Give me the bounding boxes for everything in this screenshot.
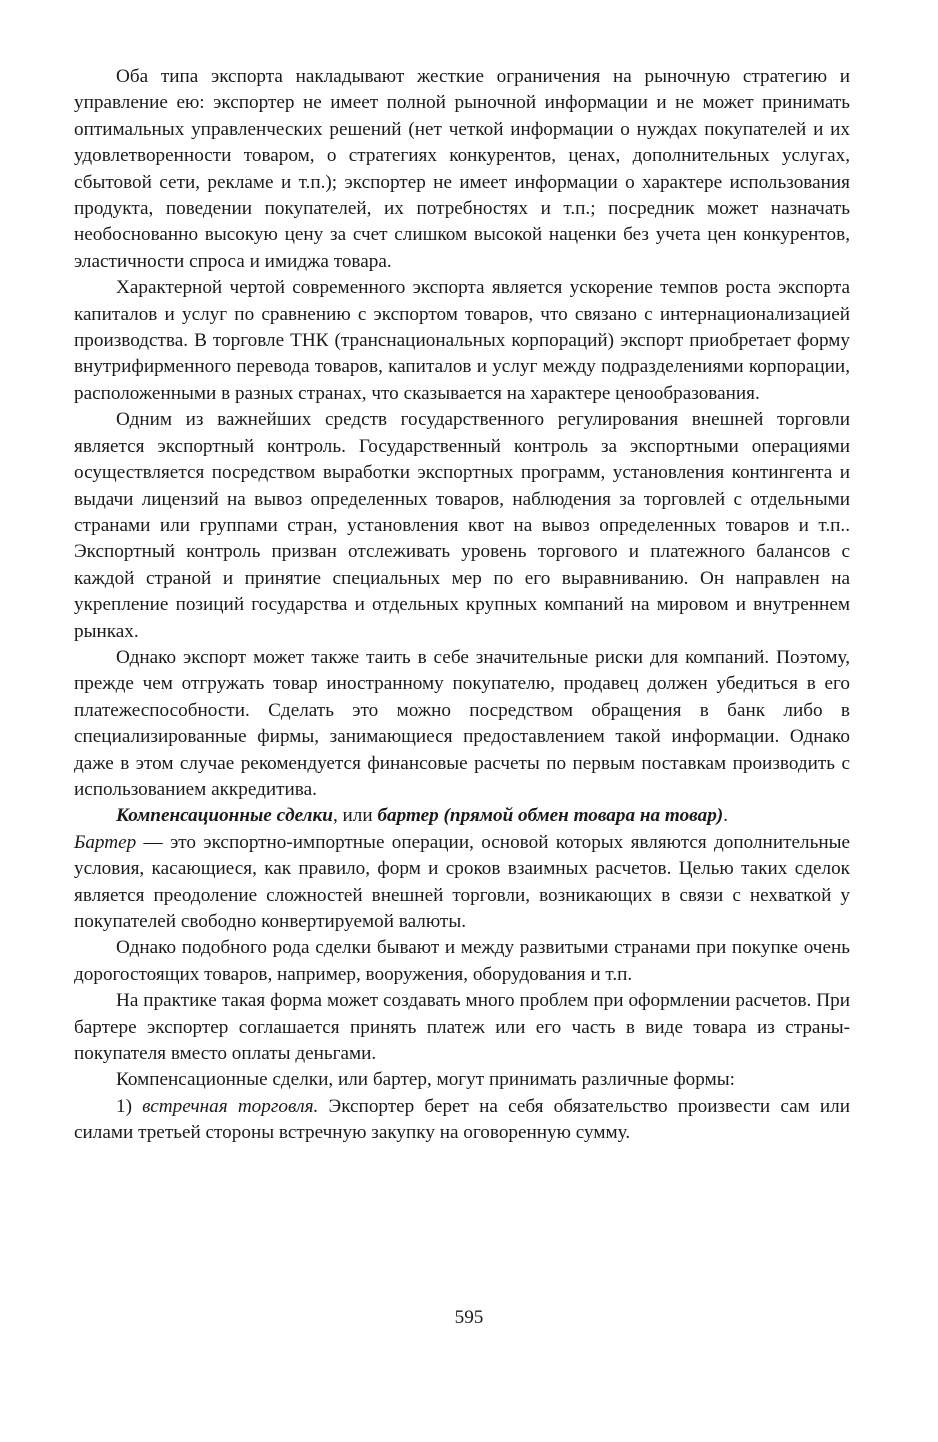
paragraph-barter-definition [74, 830, 850, 936]
text-fragment: — это экспортно-импортные операции, основой которых являются дополнительные условия, касающиеся, как правило, форм и сроков взаимных расчетов. Целью таких сделок является преодоление сложностей внешней торговли, возникающих в связи с нехваткой у покупателей свободно конвертируемой валюты. [74, 831, 850, 932]
term-barter-definition: бартер (прямой обмен товара на товар) [377, 805, 724, 827]
term-compensation-deals: Компенсационные сделки [116, 805, 333, 827]
paragraph: Оба типа экспорта накладывают жесткие ограничения на рыночную стратегию и управление ею: экспортер не имеет полной рыночной информации и не может принимать оптимальных управленческих решений (нет четкой информации о нуждах покупателей и их удовлетворенности товаром, о стратегиях конкурентов, ценах, дополнительных услугах, сбытовой сети, рекламе и т.п.); экспортер не имеет информации о характере использования продукта, поведении покупателей, их потребностях и т.п.; посредник может назначать необоснованно высокую цену за счет слишком высокой наценки без учета цен конкурентов, эластичности спроса и имиджа товара. [74, 66, 850, 272]
paragraph: Одним из важнейших средств государственного регулирования внешней торговли является экспортный контроль. Государственный контроль за экспортными операциями осуществляется посредством выработки экспортных программ, установления контингента и выдачи лицензий на вывоз определенных товаров, наблюдения за торговлей с отдельными странами или группами стран, установления квот на вывоз определенных товаров и т.п.. Экспортный контроль призван отслеживать уровень торгового и платежного балансов с каждой страной и принятие специальных мер по его выравниванию. Он направлен на укрепление позиций государства и отдельных крупных компаний на мировом и внутреннем рынках. [74, 409, 850, 642]
paragraph: Компенсационные сделки, или бартер, могут принимать различные формы: [116, 1069, 735, 1091]
term-counter-trade: встречная торговля. [142, 1095, 319, 1117]
paragraph: Характерной чертой современного экспорта является ускорение темпов роста экспорта капиталов и услуг по сравнению с экспортом товаров, что связано с интернационализацией производства. В торговле ТНК (транснациональных корпораций) экспорт приобретает форму внутрифирменного перевода товаров, капиталов и услуг между подразделениями корпорации, расположенными в разных странах, что сказывается на характере ценообразования. [74, 277, 850, 404]
text-fragment: Экспортер берет на себя обязательство произвести сам или силами третьей стороны встречную закупку на оговоренную сумму. [74, 1095, 851, 1144]
text-fragment: . [723, 805, 728, 827]
text-fragment: , или [332, 805, 378, 827]
list-number: 1) [116, 1095, 143, 1117]
paragraph: Однако подобного рода сделки бывают и между развитыми странами при покупке очень дорогостоящих товаров, например, вооружения, оборудования и т.п. [74, 937, 850, 985]
page-body [74, 64, 850, 1147]
list-item [74, 1094, 850, 1147]
paragraph-barter [74, 803, 850, 829]
paragraph: Однако экспорт может также таить в себе значительные риски для компаний. Поэтому, прежде чем отгружать товар иностранному покупателю, продавец должен убедиться в его платежеспособности. Сделать это можно посредством обращения в банк либо в специализированные фирмы, занимающиеся предоставлением такой информации. Однако даже в этом случае рекомендуется финансовые расчеты по первым поставкам производить с использованием аккредитива. [74, 646, 850, 800]
term-barter: Бартер [74, 831, 137, 853]
paragraph: На практике такая форма может создавать много проблем при оформлении расчетов. При бартере экспортер соглашается принять платеж или его часть в виде товара из страны-покупателя вместо оплаты деньгами. [74, 990, 850, 1065]
page-number: 595 [454, 1307, 484, 1328]
